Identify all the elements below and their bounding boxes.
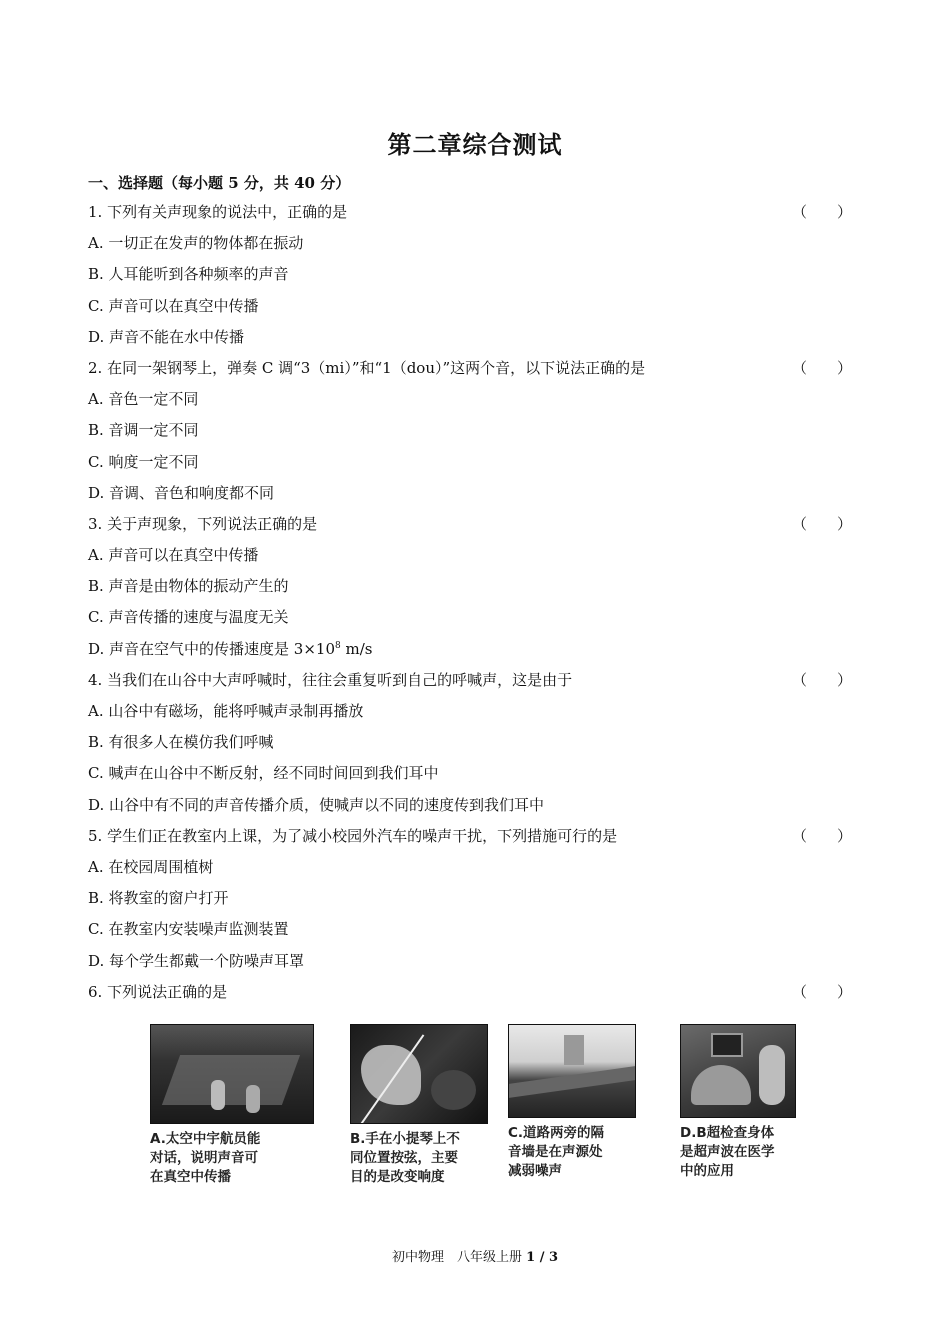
answer-bracket: （ ）: [791, 203, 852, 221]
figure-c: [508, 1024, 636, 1181]
option-d: D. 山谷中有不同的声音传播介质，使喊声以不同的速度传到我们耳中: [88, 795, 545, 814]
figure-caption: D.B超检查身体 是超声波在医学 中的应用: [680, 1125, 775, 1179]
option-a: A. 在校园周围植树: [88, 857, 214, 876]
option-c: C. 喊声在山谷中不断反射，经不同时间回到我们耳中: [88, 764, 439, 783]
option-d: D. 音调、音色和响度都不同: [88, 483, 275, 502]
option-b: B. 有很多人在模仿我们呼喊: [88, 733, 274, 752]
question-stem: 3. 关于声现象，下列说法正确的是 （ ）: [88, 509, 858, 540]
exponent: 8: [335, 640, 341, 651]
figure-b: [350, 1024, 488, 1187]
sound-barrier-photo: [508, 1024, 636, 1118]
figure-d: [680, 1024, 798, 1181]
option-a: A. 山谷中有磁场，能将呼喊声录制再播放: [88, 702, 364, 720]
question-stem: 5. 学生们正在教室内上课，为了减小校园外汽车的噪声干扰，下列措施可行的是 （ ）: [88, 821, 858, 852]
figure-caption: C.道路两旁的隔 音墙是在声源处 减弱噪声: [508, 1125, 605, 1179]
option-a: A. 音色一定不同: [88, 390, 199, 409]
figure-a: [150, 1024, 314, 1187]
option-a: A. 一切正在发声的物体都在振动: [88, 234, 304, 253]
option-c: C. 声音可以在真空中传播: [88, 296, 259, 315]
page-title: 第二章综合测试: [387, 130, 563, 159]
answer-bracket: （ ）: [791, 670, 852, 689]
page-footer: 初中物理 八年级上册 1 / 3: [391, 1250, 559, 1265]
option-d: D. 声音在空气中的传播速度是 $3\times 10^8$ m/s: [88, 639, 373, 658]
answer-bracket: （ ）: [791, 358, 852, 377]
option-c: C. 在教室内安装噪声监测装置: [88, 920, 289, 939]
option-a: A. 声音可以在真空中传播: [88, 546, 259, 565]
figure-caption: A.太空中宇航员能 对话，说明声音可 在真空中传播: [150, 1131, 261, 1185]
option-b: B. 音调一定不同: [88, 421, 199, 440]
answer-bracket: （ ）: [791, 982, 852, 1001]
question-list: [88, 197, 858, 1008]
option-c: C. 声音传播的速度与温度无关: [88, 608, 289, 627]
question-stem: 4. 当我们在山谷中大声呼喊时，往往会重复听到自己的呼喊声，这是由于 （ ）: [88, 665, 858, 696]
option-c: C. 响度一定不同: [88, 452, 199, 471]
option-d: D. 声音不能在水中传播: [88, 327, 245, 346]
option-d: D. 每个学生都戴一个防噪声耳罩: [88, 951, 305, 970]
section-heading: 一、选择题（每小题 5 分，共 40 分）: [88, 174, 351, 192]
question-stem: 1. 下列有关声现象的说法中，正确的是 （ ）: [88, 197, 858, 228]
question-stem: 2. 在同一架钢琴上，弹奏 C 调“3（mi）”和“1（dou）”这两个音，以下说法正确的是 （ ）: [88, 353, 858, 384]
option-b: B. 将教室的窗户打开: [88, 889, 229, 908]
page-number: 1 / 3: [526, 1250, 559, 1265]
violin-photo: [350, 1024, 488, 1124]
ultrasound-photo: [680, 1024, 796, 1118]
astronaut-photo: [150, 1024, 314, 1124]
figure-caption: B.手在小提琴上不 同位置按弦，主要 目的是改变响度: [350, 1131, 460, 1185]
question-stem: 6. 下列说法正确的是 （ ）: [88, 977, 858, 1008]
answer-bracket: （ ）: [791, 514, 852, 533]
option-b: B. 声音是由物体的振动产生的: [88, 577, 289, 596]
answer-bracket: （ ）: [791, 826, 852, 845]
figure-row: [150, 1024, 800, 1199]
option-b: B. 人耳能听到各种频率的声音: [88, 265, 289, 284]
